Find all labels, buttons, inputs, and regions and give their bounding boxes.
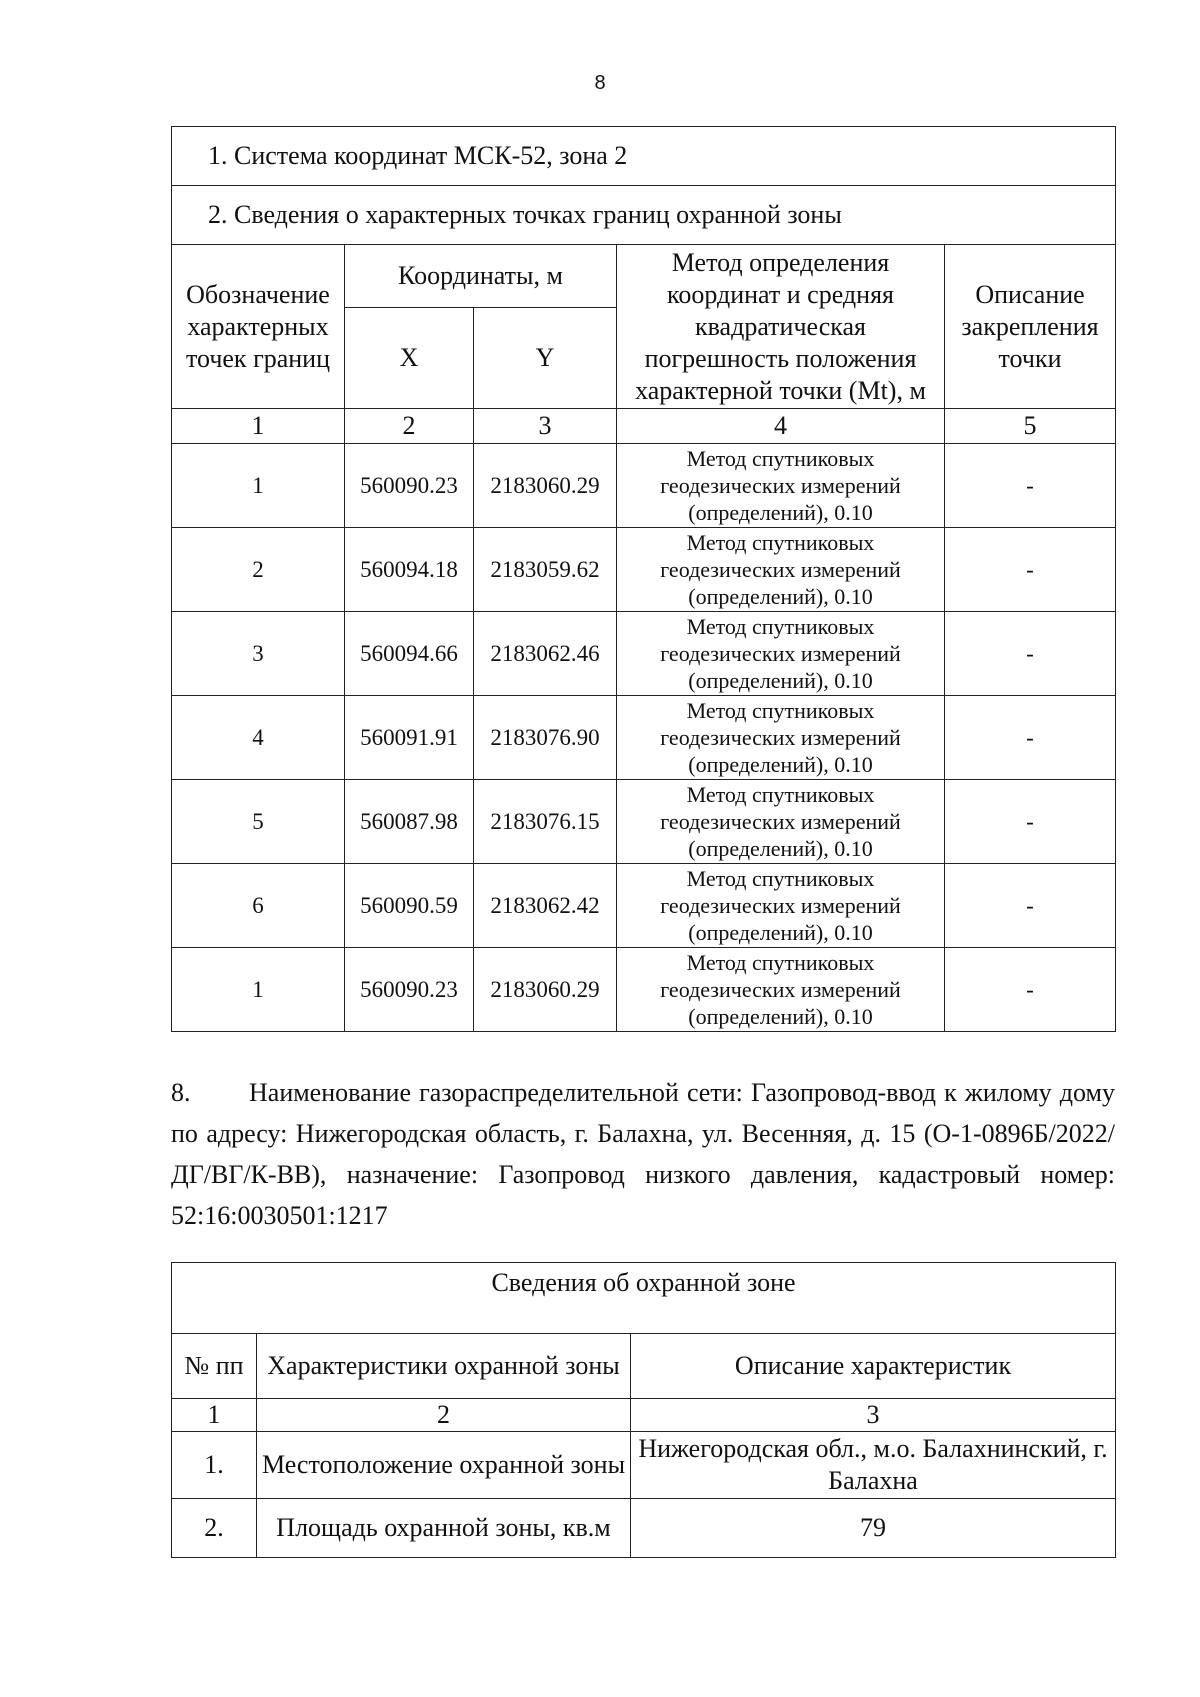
column-number: 2 bbox=[345, 409, 474, 444]
fixing-description: - bbox=[945, 444, 1116, 528]
row-num: 1. bbox=[172, 1432, 257, 1499]
point-id: 2 bbox=[172, 528, 345, 612]
coord-y: 2183060.29 bbox=[474, 444, 617, 528]
network-description-paragraph bbox=[171, 1072, 1115, 1236]
characteristic-description: 79 bbox=[631, 1499, 1116, 1558]
method: Метод спутниковых геодезических измерений (определений), 0.10 bbox=[617, 612, 945, 696]
coord-x: 560091.91 bbox=[345, 696, 474, 780]
method: Метод спутниковых геодезических измерений (определений), 0.10 bbox=[617, 948, 945, 1032]
header-description: Описание закрепления точки bbox=[945, 245, 1116, 409]
fixing-description: - bbox=[945, 864, 1116, 948]
column-number: 1 bbox=[172, 1399, 257, 1432]
point-id: 1 bbox=[172, 444, 345, 528]
coord-y: 2183059.62 bbox=[474, 528, 617, 612]
header-y: Y bbox=[474, 308, 617, 409]
method: Метод спутниковых геодезических измерений (определений), 0.10 bbox=[617, 780, 945, 864]
table-row bbox=[172, 1432, 1116, 1499]
point-id: 6 bbox=[172, 864, 345, 948]
row-num: 2. bbox=[172, 1499, 257, 1558]
column-number: 5 bbox=[945, 409, 1116, 444]
header-method: Метод определения координат и средняя квадратическая погрешность положения характерной точки (Mt), м bbox=[617, 245, 945, 409]
protection-zone-table bbox=[171, 1262, 1116, 1558]
table-row bbox=[172, 696, 1116, 780]
table-row bbox=[172, 864, 1116, 948]
header-coordinates: Координаты, м bbox=[345, 245, 617, 308]
point-id: 3 bbox=[172, 612, 345, 696]
method: Метод спутниковых геодезических измерений (определений), 0.10 bbox=[617, 696, 945, 780]
fixing-description: - bbox=[945, 612, 1116, 696]
point-id: 1 bbox=[172, 948, 345, 1032]
boundary-points-table bbox=[171, 126, 1116, 1032]
coord-y: 2183076.90 bbox=[474, 696, 617, 780]
fixing-description: - bbox=[945, 948, 1116, 1032]
characteristic: Площадь охранной зоны, кв.м bbox=[257, 1499, 631, 1558]
coord-x: 560090.23 bbox=[345, 948, 474, 1032]
table-row bbox=[172, 528, 1116, 612]
point-id: 4 bbox=[172, 696, 345, 780]
table-row bbox=[172, 612, 1116, 696]
column-number: 2 bbox=[257, 1399, 631, 1432]
coord-x: 560090.59 bbox=[345, 864, 474, 948]
fixing-description: - bbox=[945, 780, 1116, 864]
coord-y: 2183062.46 bbox=[474, 612, 617, 696]
coord-x: 560094.66 bbox=[345, 612, 474, 696]
coord-x: 560094.18 bbox=[345, 528, 474, 612]
paragraph-number: 8. bbox=[171, 1078, 191, 1107]
fixing-description: - bbox=[945, 696, 1116, 780]
coordinate-system-caption: 1. Система координат МСК-52, зона 2 bbox=[172, 127, 1116, 186]
table-row bbox=[172, 948, 1116, 1032]
column-number: 3 bbox=[474, 409, 617, 444]
fixing-description: - bbox=[945, 528, 1116, 612]
column-number: 4 bbox=[617, 409, 945, 444]
boundary-points-caption: 2. Сведения о характерных точках границ охранной зоны bbox=[172, 186, 1116, 245]
column-number: 3 bbox=[631, 1399, 1116, 1432]
method: Метод спутниковых геодезических измерений (определений), 0.10 bbox=[617, 444, 945, 528]
table-row bbox=[172, 444, 1116, 528]
coord-x: 560090.23 bbox=[345, 444, 474, 528]
characteristic: Местоположение охранной зоны bbox=[257, 1432, 631, 1499]
coord-y: 2183076.15 bbox=[474, 780, 617, 864]
method: Метод спутниковых геодезических измерений (определений), 0.10 bbox=[617, 528, 945, 612]
page-number: 8 bbox=[594, 72, 606, 94]
characteristic-description: Нижегородская обл., м.о. Балахнинский, г. Балахна bbox=[631, 1432, 1116, 1499]
column-number: 1 bbox=[172, 409, 345, 444]
table-row bbox=[172, 1499, 1116, 1558]
header-description: Описание характеристик bbox=[631, 1334, 1116, 1399]
method: Метод спутниковых геодезических измерений (определений), 0.10 bbox=[617, 864, 945, 948]
table-row bbox=[172, 780, 1116, 864]
header-designation: Обозначение характерных точек границ bbox=[172, 245, 345, 409]
point-id: 5 bbox=[172, 780, 345, 864]
coord-y: 2183062.42 bbox=[474, 864, 617, 948]
header-x: X bbox=[345, 308, 474, 409]
paragraph-text: Наименование газораспределительной сети: Газопровод-ввод к жилому дому по адресу: Нижегородская область, г. Балахна, ул. Весенняя, д. 15 (О-1-0896Б/2022/ДГ/ВГ/К-ВВ), назначение: Газопровод низкого давления, кадастровый номер: 52:16:0030501:1217 bbox=[171, 1078, 1115, 1230]
coord-x: 560087.98 bbox=[345, 780, 474, 864]
header-characteristic: Характеристики охранной зоны bbox=[257, 1334, 631, 1399]
coord-y: 2183060.29 bbox=[474, 948, 617, 1032]
protection-zone-title: Сведения об охранной зоне bbox=[172, 1263, 1116, 1334]
header-num: № пп bbox=[172, 1334, 257, 1399]
